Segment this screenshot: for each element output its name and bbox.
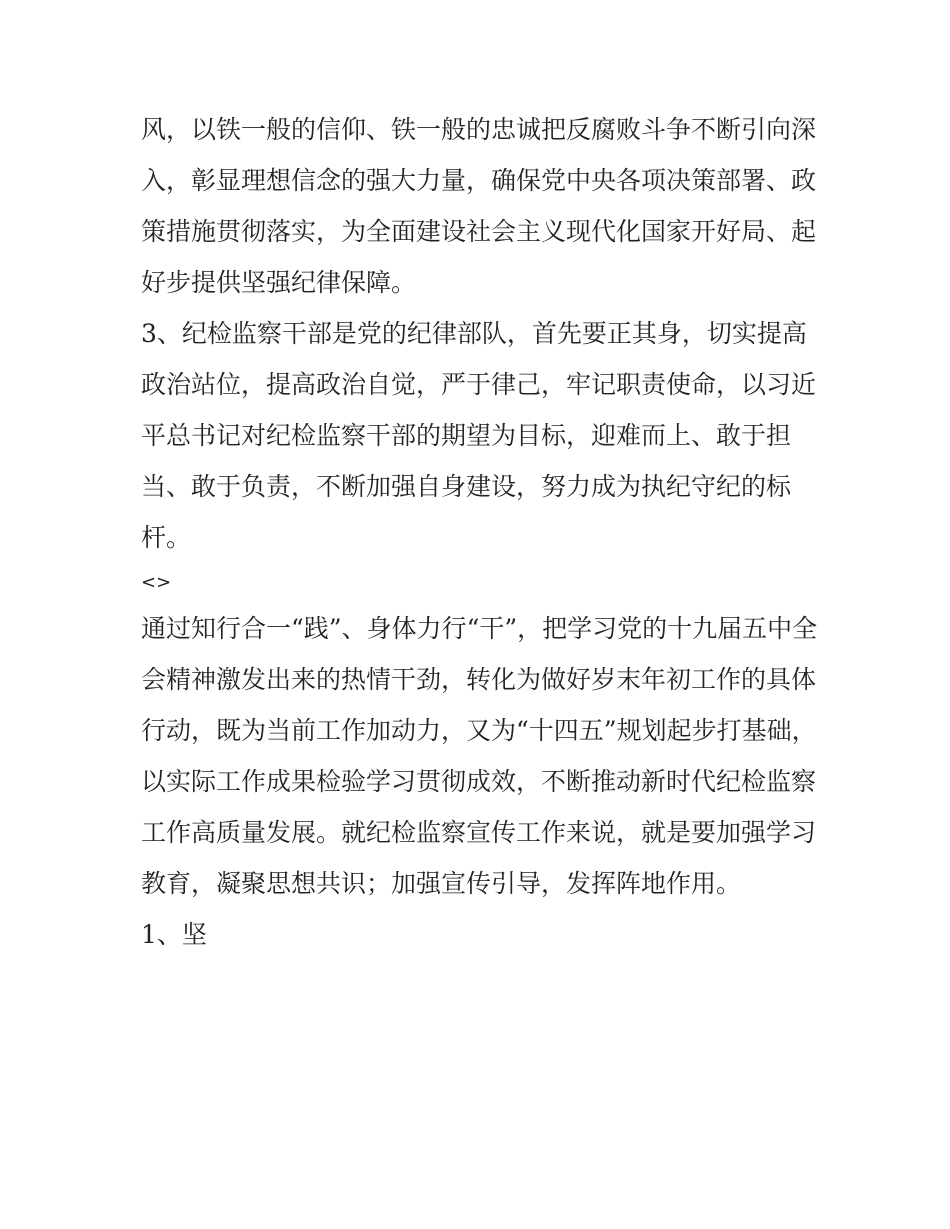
paragraph-4 — [141, 909, 821, 960]
text-line: 政治站位，提高政治自觉，严于律己，牢记职责使命，以习近 — [141, 370, 817, 399]
paragraph-3 — [141, 603, 821, 909]
paragraph-1 — [141, 104, 821, 308]
text-line: 策措施贯彻落实，为全面建设社会主义现代化国家开好局、起 — [141, 217, 817, 246]
text-line: 行动，既为当前工作加动力，又为“十四五”规划起步打基础， — [141, 716, 817, 745]
text-line: 教育，凝聚思想共识；加强宣传引导，发挥阵地作用。 — [141, 869, 742, 898]
text-line: 3、纪检监察干部是党的纪律部队，首先要正其身，切实提高 — [141, 319, 807, 348]
text-line: 杆。 — [141, 523, 192, 552]
text-line: 入，彰显理想信念的强大力量，确保党中央各项决策部署、政 — [141, 166, 817, 195]
paragraph-2 — [141, 308, 821, 563]
text-line: 1、坚 — [141, 920, 207, 949]
text-line: 平总书记对纪检监察干部的期望为目标，迎难而上、敢于担 — [141, 421, 792, 450]
text-line: 当、敢于负责，不断加强自身建设，努力成为执纪守纪的标 — [141, 472, 792, 501]
text-line: 好步提供坚强纪律保障。 — [141, 268, 417, 297]
text-line: 会精神激发出来的热情干劲，转化为做好岁末年初工作的具体 — [141, 665, 817, 694]
text-line: 以实际工作成果检验学习贯彻成效，不断推动新时代纪检监察 — [141, 767, 817, 796]
text-line: 通过知行合一“践”、身体力行“干”，把学习党的十九届五中全 — [141, 614, 818, 643]
text-line: 风，以铁一般的信仰、铁一般的忠诚把反腐败斗争不断引向深 — [141, 115, 817, 144]
document-body — [141, 104, 821, 960]
text-line: 工作高质量发展。就纪检监察宣传工作来说，就是要加强学习 — [141, 818, 817, 847]
section-marker: <> — [141, 572, 172, 593]
